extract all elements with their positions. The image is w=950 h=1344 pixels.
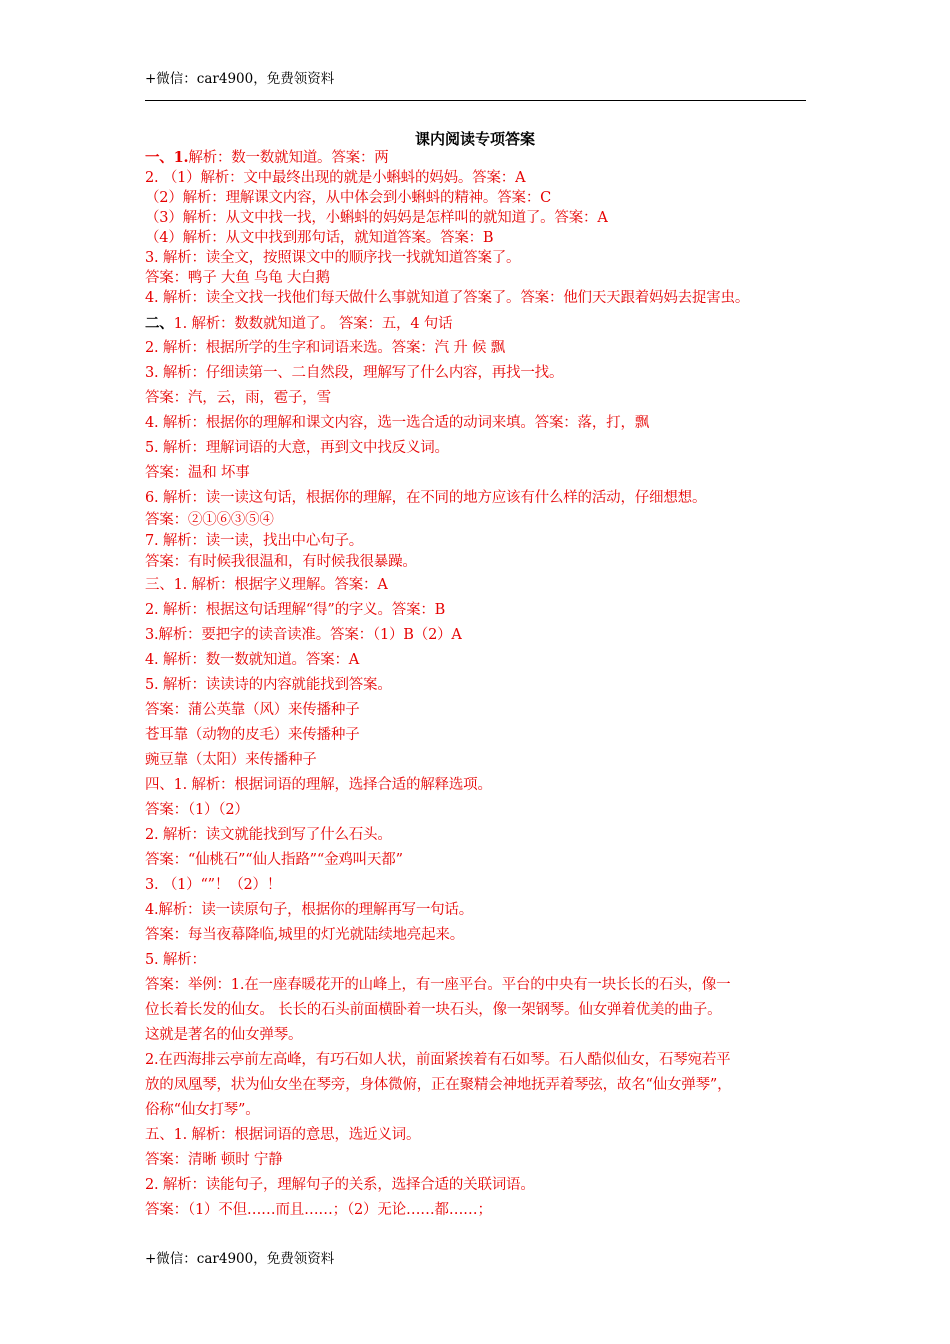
page-title: 课内阅读专项答案 (414, 130, 535, 148)
section-4 (145, 773, 810, 1123)
answer-line: 2. 解析：根据所学的生字和词语来选。答案：汽 升 候 飘 (145, 340, 505, 356)
answer-line: 答案：举例：1.在一座春暖花开的山峰上，有一座平台。平台的中央有一块长长的石头，像一 (145, 977, 731, 993)
answer-line: 答案：每当夜幕降临,城里的灯光就陆续地亮起来。 (145, 927, 465, 943)
section-marker: 一、1. (145, 149, 189, 166)
answer-body (145, 148, 810, 1223)
answer-line: 一、1.解析：数一数就知道。答案：两 (145, 149, 389, 166)
section-3 (145, 573, 810, 773)
answer-line: 3. 解析：仔细读第一、二自然段，理解写了什么内容，再找一找。 (145, 365, 564, 381)
answer-line: 7. 解析：读一读，找出中心句子。 (145, 533, 364, 549)
answer-line: 答案：鸭子 大鱼 乌龟 大白鹅 (145, 270, 330, 286)
section-1 (145, 148, 810, 308)
answer-line: 4. 解析：读全文找一找他们每天做什么事就知道了答案了。答案：他们天天跟着妈妈去捉害虫。 (145, 290, 750, 306)
answer-line: 二、1. 解析：数数就知道了。 答案：五，4 句话 (145, 315, 453, 332)
answer-line: （2）解析：理解课文内容，从中体会到小蝌蚪的精神。答案：C (145, 190, 552, 206)
answer-line: （3）解析：从文中找一找，小蝌蚪的妈妈是怎样叫的就知道了。答案：A (145, 210, 608, 226)
answer-line: 答案：汽，云，雨，雹子，雪 (145, 390, 331, 406)
answer-line: 放的凤凰琴，状为仙女坐在琴旁，身体微俯，正在聚精会神地抚弄着琴弦，故名“仙女弹琴”， (145, 1077, 732, 1093)
answer-line: 答案：（1）（2） (145, 802, 249, 818)
answer-line: 这就是著名的仙女弹琴。 (145, 1027, 303, 1043)
answer-line: 3.解析：要把字的读音读准。答案：（1）B（2）A (145, 627, 462, 643)
answer-line: 4. 解析：数一数就知道。答案：A (145, 652, 360, 668)
page-footer: +微信：car4900，免费领资料 (145, 1251, 335, 1267)
answer-line: 3. （1）“”！（2）！ (145, 877, 282, 893)
answer-line: 2.在西海排云亭前左高峰，有巧石如人状，前面紧挨着有石如琴。石人酷似仙女，石琴宛若平 (145, 1052, 731, 1068)
answer-line: 答案：（1）不但……而且……；（2）无论……都……； (145, 1202, 492, 1218)
answer-line: 5. 解析： (145, 952, 206, 968)
answer-line: 位长着长发的仙女。 长长的石头前面横卧着一块石头，像一架钢琴。仙女弹着优美的曲子。 (145, 1002, 722, 1018)
answer-line: 答案：蒲公英靠（风）来传播种子 (145, 702, 360, 718)
answer-line: 五、1. 解析：根据词语的意思，选近义词。 (145, 1127, 421, 1143)
answer-line: 答案：温和 坏事 (145, 465, 250, 481)
answer-line: 2. 解析：读文就能找到写了什么石头。 (145, 827, 392, 843)
answer-line: 4. 解析：根据你的理解和课文内容，选一选合适的动词来填。答案：落，打，飘 (145, 415, 650, 431)
answer-line: 2. 解析：读能句子，理解句子的关系，选择合适的关联词语。 (145, 1177, 535, 1193)
page-header: +微信：car4900，免费领资料 (145, 71, 335, 87)
answer-line: 苍耳靠（动物的皮毛）来传播种子 (145, 727, 360, 743)
answer-line: 5. 解析：理解词语的大意，再到文中找反义词。 (145, 440, 449, 456)
answer-line: 答案：②①⑥③⑤④ (145, 512, 274, 528)
answer-line: 四、1. 解析：根据词语的理解，选择合适的解释选项。 (145, 777, 492, 793)
answer-line: 答案：清晰 顿时 宁静 (145, 1152, 283, 1168)
answer-line: 2. 解析：根据这句话理解“得”的字义。答案：B (145, 602, 446, 618)
header-divider (145, 100, 806, 101)
answer-line: 3. 解析：读全文，按照课文中的顺序找一找就知道答案了。 (145, 250, 521, 266)
answer-line: 三、1. 解析：根据字义理解。答案：A (145, 577, 388, 593)
section-5 (145, 1123, 810, 1223)
answer-line: （4）解析：从文中找到那句话，就知道答案。答案：B (145, 230, 494, 246)
answer-line: 6. 解析：读一读这句话，根据你的理解，在不同的地方应该有什么样的活动，仔细想想。 (145, 490, 707, 506)
answer-line: 豌豆靠（太阳）来传播种子 (145, 752, 317, 768)
section-2 (145, 312, 810, 573)
answer-line: 答案：有时候我很温和，有时候我很暴躁。 (145, 554, 417, 570)
section-marker: 二、 (145, 315, 174, 332)
answer-line: 5. 解析：读读诗的内容就能找到答案。 (145, 677, 392, 693)
answer-line: 2. （1）解析：文中最终出现的就是小蝌蚪的妈妈。答案：A (145, 170, 526, 186)
answer-line: 俗称“仙女打琴”。 (145, 1102, 260, 1118)
answer-line: 答案：“仙桃石”“仙人指路”“金鸡叫天都” (145, 852, 403, 868)
answer-line: 4.解析：读一读原句子，根据你的理解再写一句话。 (145, 902, 474, 918)
